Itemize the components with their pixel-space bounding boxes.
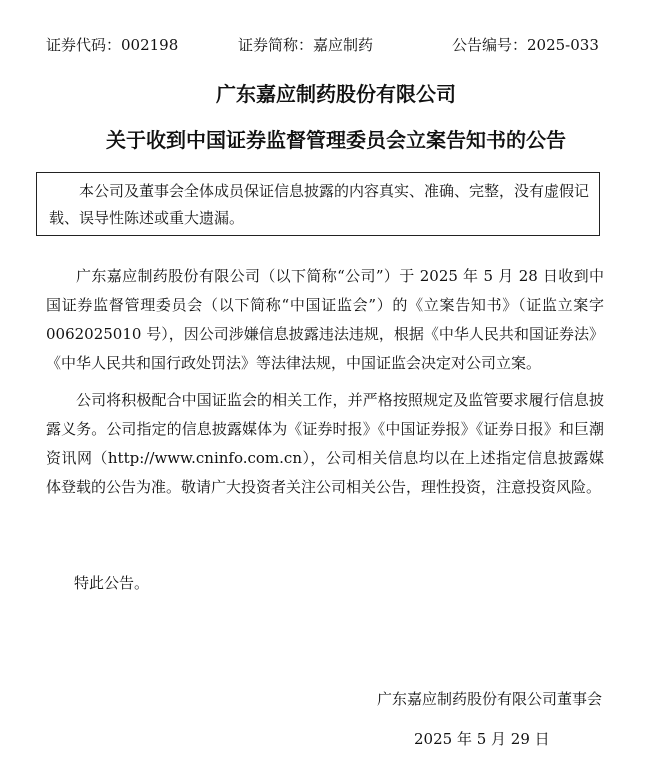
stock-abbreviation: 证券简称：嘉应制药 <box>238 36 374 54</box>
company-title: 广东嘉应制药股份有限公司 <box>216 82 456 106</box>
paragraph-2-block <box>46 386 604 502</box>
signature: 广东嘉应制药股份有限公司董事会 <box>376 690 602 708</box>
closing-remark: 特此公告。 <box>74 574 150 592</box>
stock-code: 证券代码：002198 <box>46 36 179 54</box>
disclosure-notice-text: 本公司及董事会全体成员保证信息披露的内容真实、准确、完整，没有虚假记载、误导性陈述或重大遗漏。 <box>49 182 590 227</box>
paragraph-1: 广东嘉应制药股份有限公司（以下简称“公司”）于 2025 年 5 月 28 日收到中国证券监督管理委员会（以下简称“中国证监会”）的《立案告知书》（证监立案字 0062025010 号），因公司涉嫌信息披露违法违规，根据《中华人民共和国证券法》《中华人民共和国行政处罚法》等法律法规，中国证监会决定对公司立案。 <box>46 267 604 372</box>
announcement-number: 公告编号：2025-033 <box>452 36 599 54</box>
disclosure-notice-box <box>36 172 600 236</box>
paragraph-1-block <box>46 262 604 378</box>
announcement-date: 2025 年 5 月 29 日 <box>414 730 550 748</box>
document-title: 关于收到中国证券监督管理委员会立案告知书的公告 <box>106 128 566 152</box>
paragraph-2: 公司将积极配合中国证监会的相关工作，并严格按照规定及监管要求履行信息披露义务。公司指定的信息披露媒体为《证券时报》《中国证券报》《证券日报》和巨潮资讯网（http://www.cninfo.com.cn），公司相关信息均以在上述指定信息披露媒体登载的公告为准。敬请广大投资者关注公司相关公告，理性投资，注意投资风险。 <box>46 391 604 496</box>
